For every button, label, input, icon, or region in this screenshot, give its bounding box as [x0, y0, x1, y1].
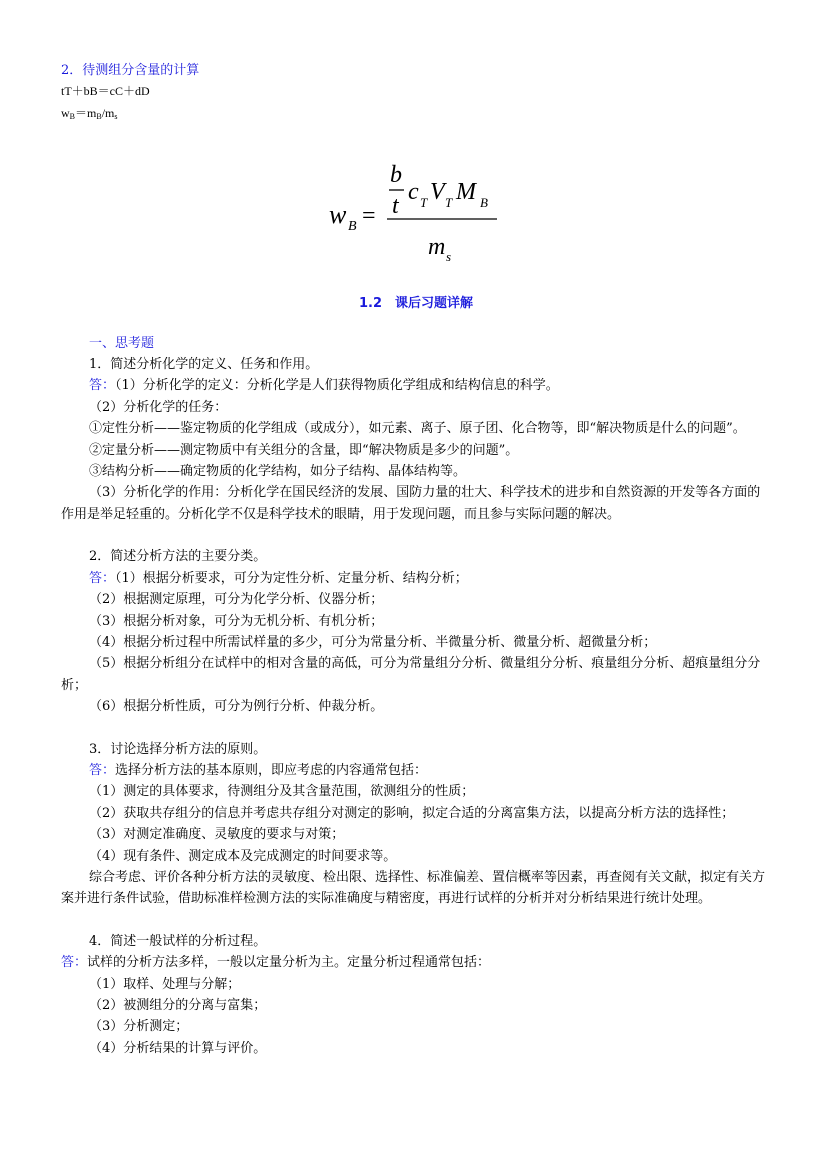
- answer-2-line: （3）根据分析对象，可分为无机分析、有机分析；: [89, 613, 384, 629]
- formula-w-sub: B: [348, 219, 357, 235]
- formula-b: b: [390, 162, 402, 189]
- answer-1-line: ③结构分析——确定物质的化学结构，如分子结构、晶体结构等。: [89, 464, 467, 480]
- answer-3-line: （2）获取共存组分的信息并考虑共存组分对测定的影响，拟定合适的分离富集方法，以提高分析方法的选择性；: [89, 805, 735, 821]
- formula-m: m: [428, 234, 446, 261]
- answer-4-line: （2）被测组分的分离与富集；: [89, 998, 267, 1013]
- answer-1-line: （3）分析化学的作用：分析化学在国民经济的发展、国防力量的壮大、科学技术的进步和自然资源的开发等各方面的作用是举足轻重的。分析化学不仅是科学技术的眼睛，用于发现问题，而且参与实际问题的解决。: [61, 485, 761, 522]
- answer-2-line: （5）根据分析组分在试样中的相对含量的高低，可分为常量组分分析、微量组分分析、痕量组分分析、超痕量组分分析；: [61, 656, 761, 693]
- formula-c-sub: T: [420, 195, 428, 211]
- answer-4-first: 答：试样的分析方法多样，一般以定量分析为主。定量分析过程通常包括：: [61, 955, 491, 971]
- answer-2-line: （6）根据分析性质，可分为例行分析、仲裁分析。: [89, 699, 384, 715]
- formula-M: M: [456, 179, 476, 206]
- answer-3-line: （1）测定的具体要求，待测组分及其含量范围，欲测组分的性质；: [89, 784, 475, 800]
- answer-2-first: 答：（1）根据分析要求，可分为定性分析、定量分析、结构分析；: [89, 570, 468, 586]
- question-1: 1．简述分析化学的定义、任务和作用。: [89, 357, 319, 373]
- formula-V-sub: T: [445, 195, 453, 211]
- formula-M-sub: B: [480, 195, 488, 211]
- answer-2-line: （4）根据分析过程中所需试样量的多少，可分为常量分析、半微量分析、微量分析、超微量分析；: [89, 634, 657, 650]
- answer-4-line: （3）分析测定；: [89, 1019, 189, 1035]
- formula-c: c: [408, 179, 419, 206]
- formula-equals: =: [362, 203, 376, 230]
- question-3: 3．讨论选择分析方法的原则。: [89, 741, 267, 757]
- section-title: 1.2 课后习题详解: [358, 296, 474, 312]
- answer-3-line: （3）对测定准确度、灵敏度的要求与对策；: [89, 827, 345, 843]
- formula-t: t: [392, 193, 399, 220]
- answer-1-line: （2）分析化学的任务：: [89, 399, 228, 415]
- document-page: [61, 60, 771, 1059]
- answer-1-first: 答：（1）分析化学的定义：分析化学是人们获得物质化学组成和结构信息的科学。: [89, 378, 559, 394]
- mass-fraction-equation: $w_B=m_B/m_s$: [61, 105, 118, 121]
- formula-V: V: [430, 179, 445, 206]
- answer-1-line: ①定性分析——鉴定物质的化学组成（或成分），如元素、离子、原子团、化合物等，即“解决物质是什么的问题”。: [89, 421, 746, 437]
- answer-3-line: 综合考虑、评价各种分析方法的灵敏度、检出限、选择性、标准偏差、置信概率等因素，再查阅有关文献，拟定有关方案并进行条件试验，借助标准样检测方法的实际准确度与精密度，再进行试样的分析并对分析结果进行统计处理。: [61, 869, 766, 907]
- formula-m-sub: s: [446, 249, 452, 265]
- answer-3-line: （4）现有条件、测定成本及完成测定的时间要求等。: [89, 848, 397, 864]
- reaction-equation: tT＋bB＝cC＋dD: [61, 84, 150, 99]
- answer-1-line: ②定量分析——测定物质中有关组分的含量，即“解决物质是多少的问题”。: [89, 442, 519, 458]
- mass-fraction-formula: [61, 127, 771, 283]
- answer-4-line: （4）分析结果的计算与评价。: [89, 1040, 267, 1056]
- formula-svg: [61, 127, 771, 283]
- question-2: 2．简述分析方法的主要分类。: [89, 549, 267, 565]
- answer-4-line: （1）取样、处理与分解；: [89, 976, 241, 992]
- formula-w: w: [329, 200, 347, 230]
- answer-2-line: （2）根据测定原理，可分为化学分析、仪器分析；: [89, 592, 384, 608]
- answer-3-first: 答：选择分析方法的基本原则，即应考虑的内容通常包括：: [89, 762, 428, 778]
- subsection-heading: 2．待测组分含量的计算: [61, 63, 200, 78]
- question-4: 4．简述一般试样的分析过程。: [89, 933, 267, 949]
- part-title: 一、思考题: [89, 335, 155, 351]
